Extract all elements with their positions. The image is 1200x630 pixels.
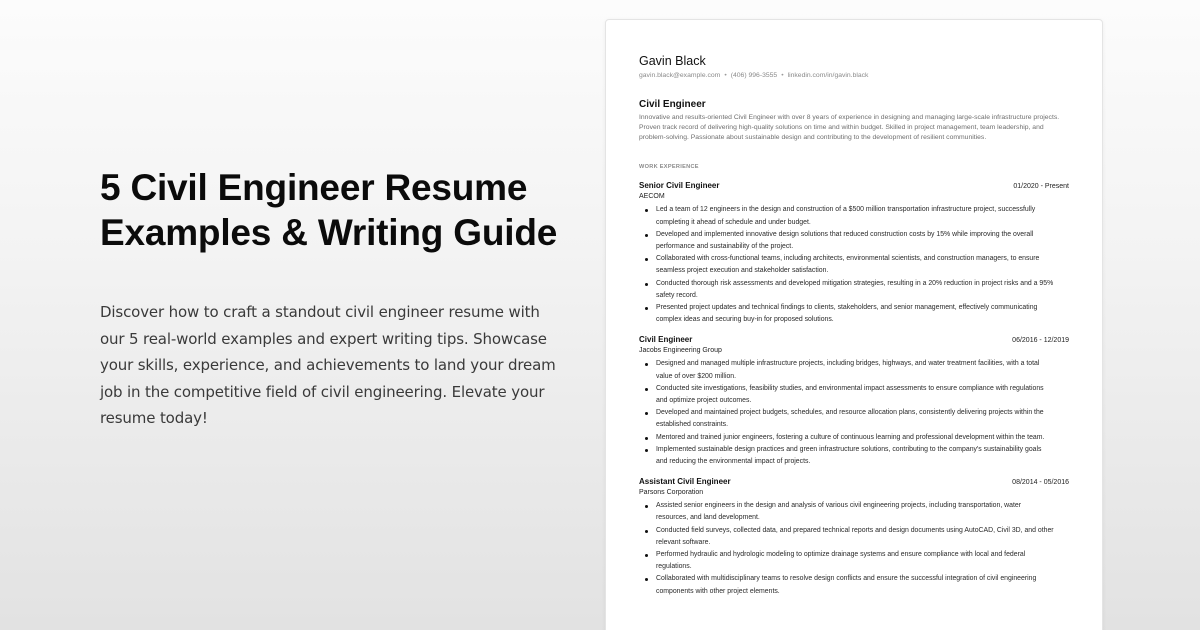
job-bullet: Presented project updates and technical findings to clients, stakeholders, and senior management, effectively communicating complex ideas and securing buy-in for proposed solutions. (639, 302, 1054, 326)
job-dates: 01/2020 - Present (1013, 183, 1069, 191)
job-company: Jacobs Engineering Group (639, 347, 722, 355)
resume-phone: (406) 996-3555 (730, 72, 778, 79)
job-bullet: Mentored and trained junior engineers, fostering a culture of continuous learning and professional development within the team. (639, 432, 1054, 444)
job-company: Parsons Corporation (639, 489, 704, 497)
job-role: Civil Engineer (639, 335, 693, 345)
job-entry (639, 335, 1069, 468)
separator-dot: • (781, 72, 784, 79)
job-bullets (639, 204, 1069, 326)
page-description: Discover how to craft a standout civil engineer resume with our 5 real-world examples and expert writing tips. Showcase your skills, experience, and achievements to land your dream job in the competitive field of civil engineering. Elevate your resume today! (100, 303, 556, 427)
job-bullets (639, 500, 1069, 598)
job-bullet: Conducted thorough risk assessments and developed mitigation strategies, resulting in a 20% reduction in project risks and a 95% safety record. (639, 278, 1054, 302)
resume-name: Gavin Black (639, 54, 706, 68)
resume-preview-card (605, 19, 1103, 630)
job-company: AECOM (639, 193, 665, 201)
job-role: Assistant Civil Engineer (639, 477, 731, 487)
job-bullet: Collaborated with multidisciplinary teams to resolve design conflicts and ensure the successful integration of civil engineering components with other project elements. (639, 573, 1054, 597)
job-role: Senior Civil Engineer (639, 181, 720, 191)
resume-summary: Innovative and results-oriented Civil Engineer with over 8 years of experience in designing and managing large-scale infrastructure projects. Proven track record of delivering high-quality solutions on time and within budget. Skilled in project management, team leadership, and problem-solving. Passionate about sustainable design and contributing to the development of resilient communities. (639, 114, 1060, 141)
job-dates: 06/2016 - 12/2019 (1012, 337, 1069, 345)
job-bullet: Conducted site investigations, feasibility studies, and environmental impact assessments to ensure compliance with regulations and optimize project outcomes. (639, 383, 1054, 407)
job-bullet: Performed hydraulic and hydrologic modeling to optimize drainage systems and ensure compliance with local and federal regulations. (639, 549, 1054, 573)
hero-section (100, 165, 570, 432)
page-title: 5 Civil Engineer Resume Examples & Writing Guide (100, 167, 558, 253)
job-bullet: Designed and managed multiple infrastructure projects, including bridges, highways, and water treatment facilities, with a total value of over $200 million. (639, 358, 1054, 382)
resume-contact-line (639, 71, 1069, 80)
job-bullet: Developed and maintained project budgets, schedules, and resource allocation plans, consistently delivering projects within the established constraints. (639, 407, 1054, 431)
work-experience-heading: WORK EXPERIENCE (639, 164, 699, 171)
job-bullet: Led a team of 12 engineers in the design and construction of a $500 million transportation infrastructure project, successfully completing it ahead of schedule and under budget. (639, 204, 1054, 228)
job-bullet: Collaborated with cross-functional teams, including architects, environmental scientists, and construction managers, to ensure seamless project execution and stakeholder satisfaction. (639, 253, 1054, 277)
job-bullet: Implemented sustainable design practices and green infrastructure solutions, contributing to the company's sustainability goals and reducing the environmental impact of projects. (639, 444, 1054, 468)
separator-dot: • (724, 72, 727, 79)
job-bullet: Assisted senior engineers in the design and analysis of various civil engineering projects, including transportation, water resources, and land development. (639, 500, 1054, 524)
job-entry (639, 181, 1069, 326)
resume-headline: Civil Engineer (639, 99, 706, 110)
job-bullet: Developed and implemented innovative design solutions that reduced construction costs by 15% while improving the overall performance and sustainability of the project. (639, 229, 1054, 253)
resume-email: gavin.black@example.com (639, 72, 721, 79)
job-bullet: Conducted field surveys, collected data, and prepared technical reports and design documents using AutoCAD, Civil 3D, and other relevant software. (639, 525, 1054, 549)
resume-linkedin: linkedin.com/in/gavin.black (787, 72, 869, 79)
job-dates: 08/2014 - 05/2016 (1012, 479, 1069, 487)
job-entry (639, 477, 1069, 598)
job-bullets (639, 358, 1069, 468)
